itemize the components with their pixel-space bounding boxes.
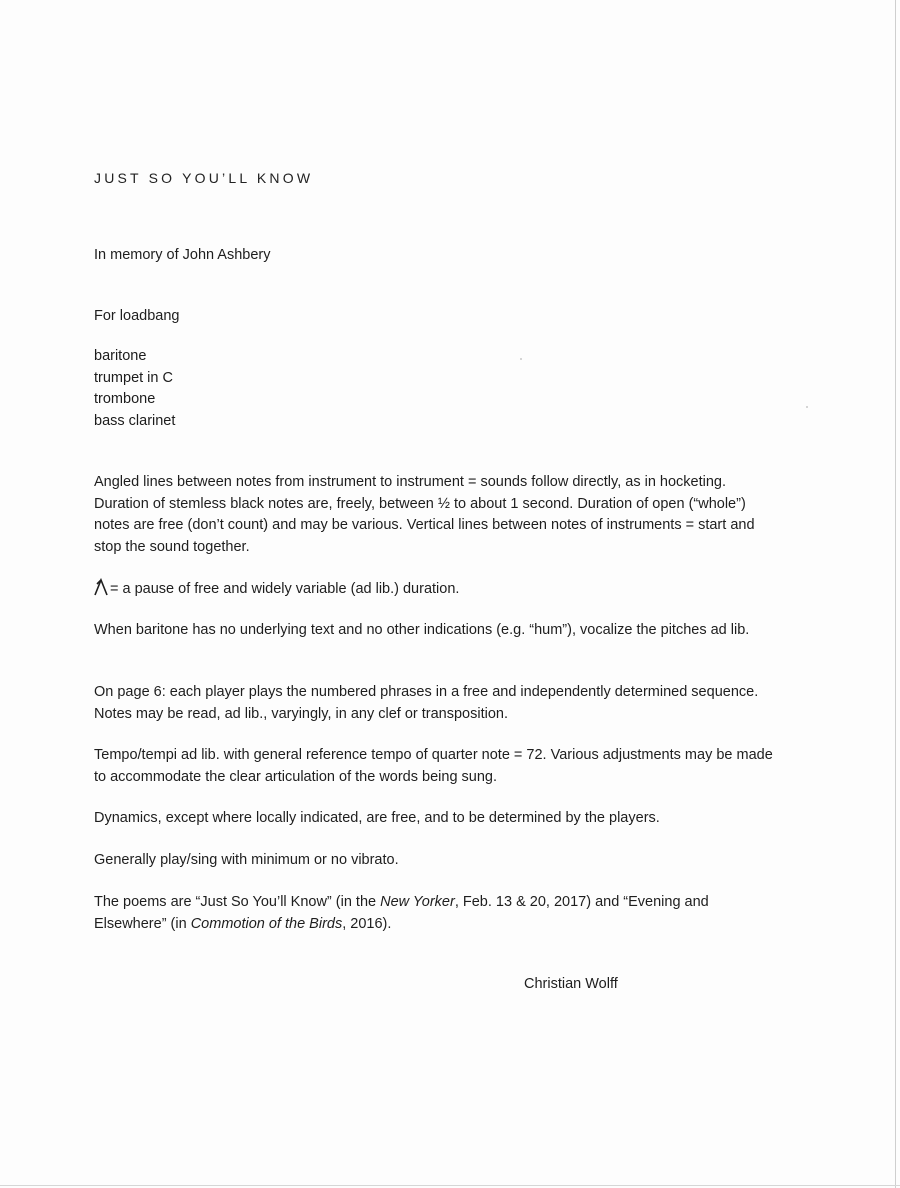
paragraph-poems xyxy=(94,892,774,935)
dedication: In memory of John Ashbery xyxy=(94,247,271,263)
pause-text: = a pause of free and widely variable (ad lib.) duration. xyxy=(110,581,460,597)
speck xyxy=(520,358,522,360)
poems-mid: , Feb. 13 & 20, 2017) and “Evening and Elsewhere” (in xyxy=(94,894,709,932)
instrument-item: bass clarinet xyxy=(94,412,176,429)
signature: Christian Wolff xyxy=(524,976,618,992)
instrument-list xyxy=(94,346,175,432)
paragraph-tempo: Tempo/tempi ad lib. with general reference tempo of quarter note = 72. Various adjustments may be made to accommodate the clear articulation of the words being sung. xyxy=(94,747,773,785)
paragraph-vibrato: Generally play/sing with minimum or no vibrato. xyxy=(94,852,399,868)
fermata-caret-icon xyxy=(94,578,108,596)
paragraph-dynamics: Dynamics, except where locally indicated, are free, and to be determined by the players. xyxy=(94,810,660,826)
paragraph-page6: On page 6: each player plays the numbered phrases in a free and independently determined sequence. Notes may be read, ad lib., varyingly, in any clef or transposition. xyxy=(94,684,759,722)
page-edge-right xyxy=(895,0,896,1188)
instrument-item: trumpet in C xyxy=(94,369,173,386)
paragraph-pause xyxy=(94,578,459,600)
instrument-item: trombone xyxy=(94,391,156,407)
paragraph-baritone: When baritone has no underlying text and no other indications (e.g. “hum”), vocalize the pitches ad lib. xyxy=(94,622,750,638)
speck xyxy=(806,406,808,408)
instrument-item: baritone xyxy=(94,348,147,364)
page-title: JUST SO YOU’LL KNOW xyxy=(94,170,314,186)
poems-prefix: The poems are “Just So You’ll Know” (in the xyxy=(94,894,381,910)
publication-commotion: Commotion of the Birds xyxy=(190,915,343,932)
for-line: For loadbang xyxy=(94,308,180,324)
poems-suffix: , 2016). xyxy=(342,915,392,932)
publication-new-yorker: New Yorker xyxy=(380,894,455,910)
page-edge-bottom xyxy=(0,1185,900,1186)
paragraph-angled-lines: Angled lines between notes from instrument to instrument = sounds follow directly, as in hocketing. Duration of stemless black notes are, freely, between ½ to about 1 second. Duration of open (“whole”) notes are free (don’t count) and may be various. Vertical lines between notes of instruments = start and stop the sound together. xyxy=(94,474,755,555)
